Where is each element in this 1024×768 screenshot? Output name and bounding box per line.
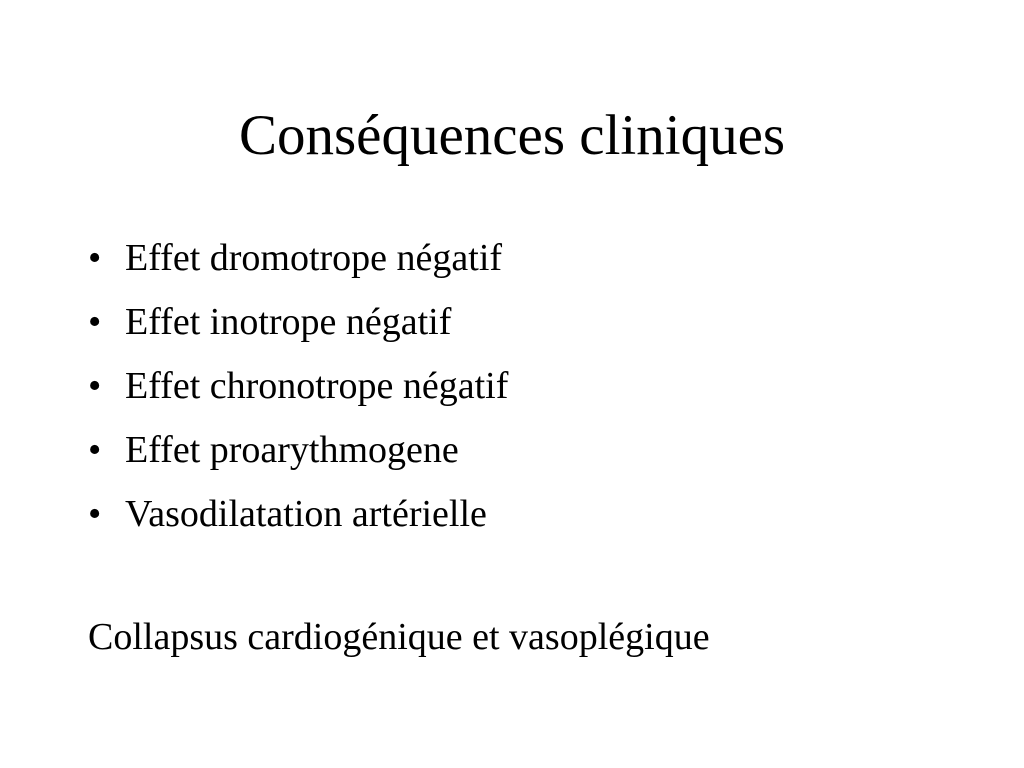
bullet-text: Effet proarythmogene [125,429,459,471]
slide-title: Conséquences cliniques [238,104,786,167]
bullet-icon: • [88,301,102,343]
bullet-icon: • [88,365,102,407]
bullet-icon: • [88,429,102,471]
bullet-text: Effet inotrope négatif [125,301,452,343]
bullet-text: Effet dromotrope négatif [125,237,503,279]
conclusion-text: Collapsus cardiogénique et vasoplégique [88,616,710,658]
bullet-icon: • [88,237,102,279]
bullet-icon: • [88,493,102,535]
bullet-text: Effet chronotrope négatif [125,365,509,407]
bullet-text: Vasodilatation artérielle [125,493,487,535]
